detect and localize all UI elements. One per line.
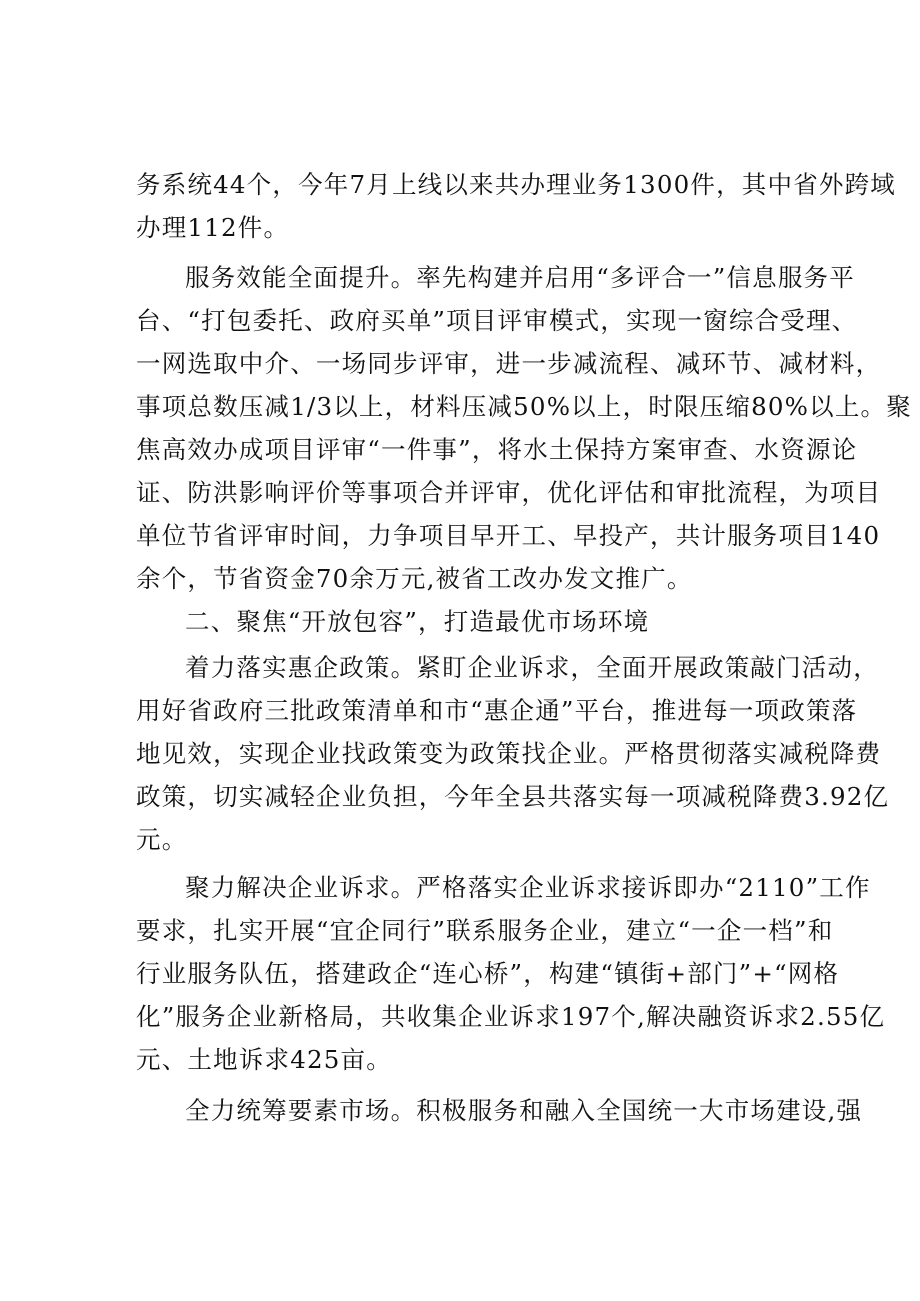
paragraph-line: 单位节省评审时间，力争项目早开工、早投产，共计服务项目140	[136, 521, 881, 550]
paragraph-line: 台、“打包委托、政府买单”项目评审模式，实现一窗综合受理、	[136, 306, 858, 335]
paragraph-line: 全力统筹要素市场。积极服务和融入全国统一大市场建设,强	[185, 1096, 863, 1125]
paragraph-line: 用好省政府三批政策清单和市“惠企通”平台，推进每一项政策落	[136, 696, 858, 725]
paragraph-line: 余个，节省资金70余万元,被省工改办发文推广。	[136, 564, 693, 593]
paragraph-line: 元。	[136, 825, 188, 854]
paragraph-line: 政策，切实减轻企业负担，今年全县共落实每一项减税降费3.92亿	[136, 782, 890, 811]
paragraph-line: 聚力解决企业诉求。严格落实企业诉求接诉即办“2110”工作	[185, 873, 871, 902]
section-heading: 二、聚焦“开放包容”，打造最优市场环境	[185, 607, 650, 636]
paragraph-line: 地见效，实现企业找政策变为政策找企业。严格贯彻落实减税降费	[136, 739, 882, 768]
paragraph-line: 要求，扎实开展“宜企同行”联系服务企业，建立“一企一档”和	[136, 916, 834, 945]
paragraph-line: 一网选取中介、一场同步评审，进一步减流程、减环节、减材料，	[136, 349, 882, 378]
paragraph-line: 办理112件。	[136, 213, 290, 242]
paragraph-line: 证、防洪影响评价等事项合并评审，优化评估和审批流程，为项目	[136, 478, 882, 507]
paragraph-line: 行业服务队伍，搭建政企“连心桥”，构建“镇街+部门”+“网格	[136, 959, 840, 988]
paragraph-line: 事项总数压减1/3以上，材料压减50%以上，时限压缩80%以上。聚	[136, 392, 912, 421]
paragraph-line: 元、土地诉求425亩。	[136, 1045, 392, 1074]
paragraph-line: 焦高效办成项目评审“一件事”，将水土保持方案审查、水资源论	[136, 435, 858, 464]
paragraph-line: 服务效能全面提升。率先构建并启用“多评合一”信息服务平	[185, 263, 855, 292]
paragraph-line: 务系统44个，今年7月上线以来共办理业务1300件，其中省外跨域	[136, 170, 897, 199]
paragraph-line: 着力落实惠企政策。紧盯企业诉求，全面开展政策敲门活动，	[185, 653, 879, 682]
paragraph-line: 化”服务企业新格局，共收集企业诉求197个,解决融资诉求2.55亿	[136, 1002, 886, 1031]
